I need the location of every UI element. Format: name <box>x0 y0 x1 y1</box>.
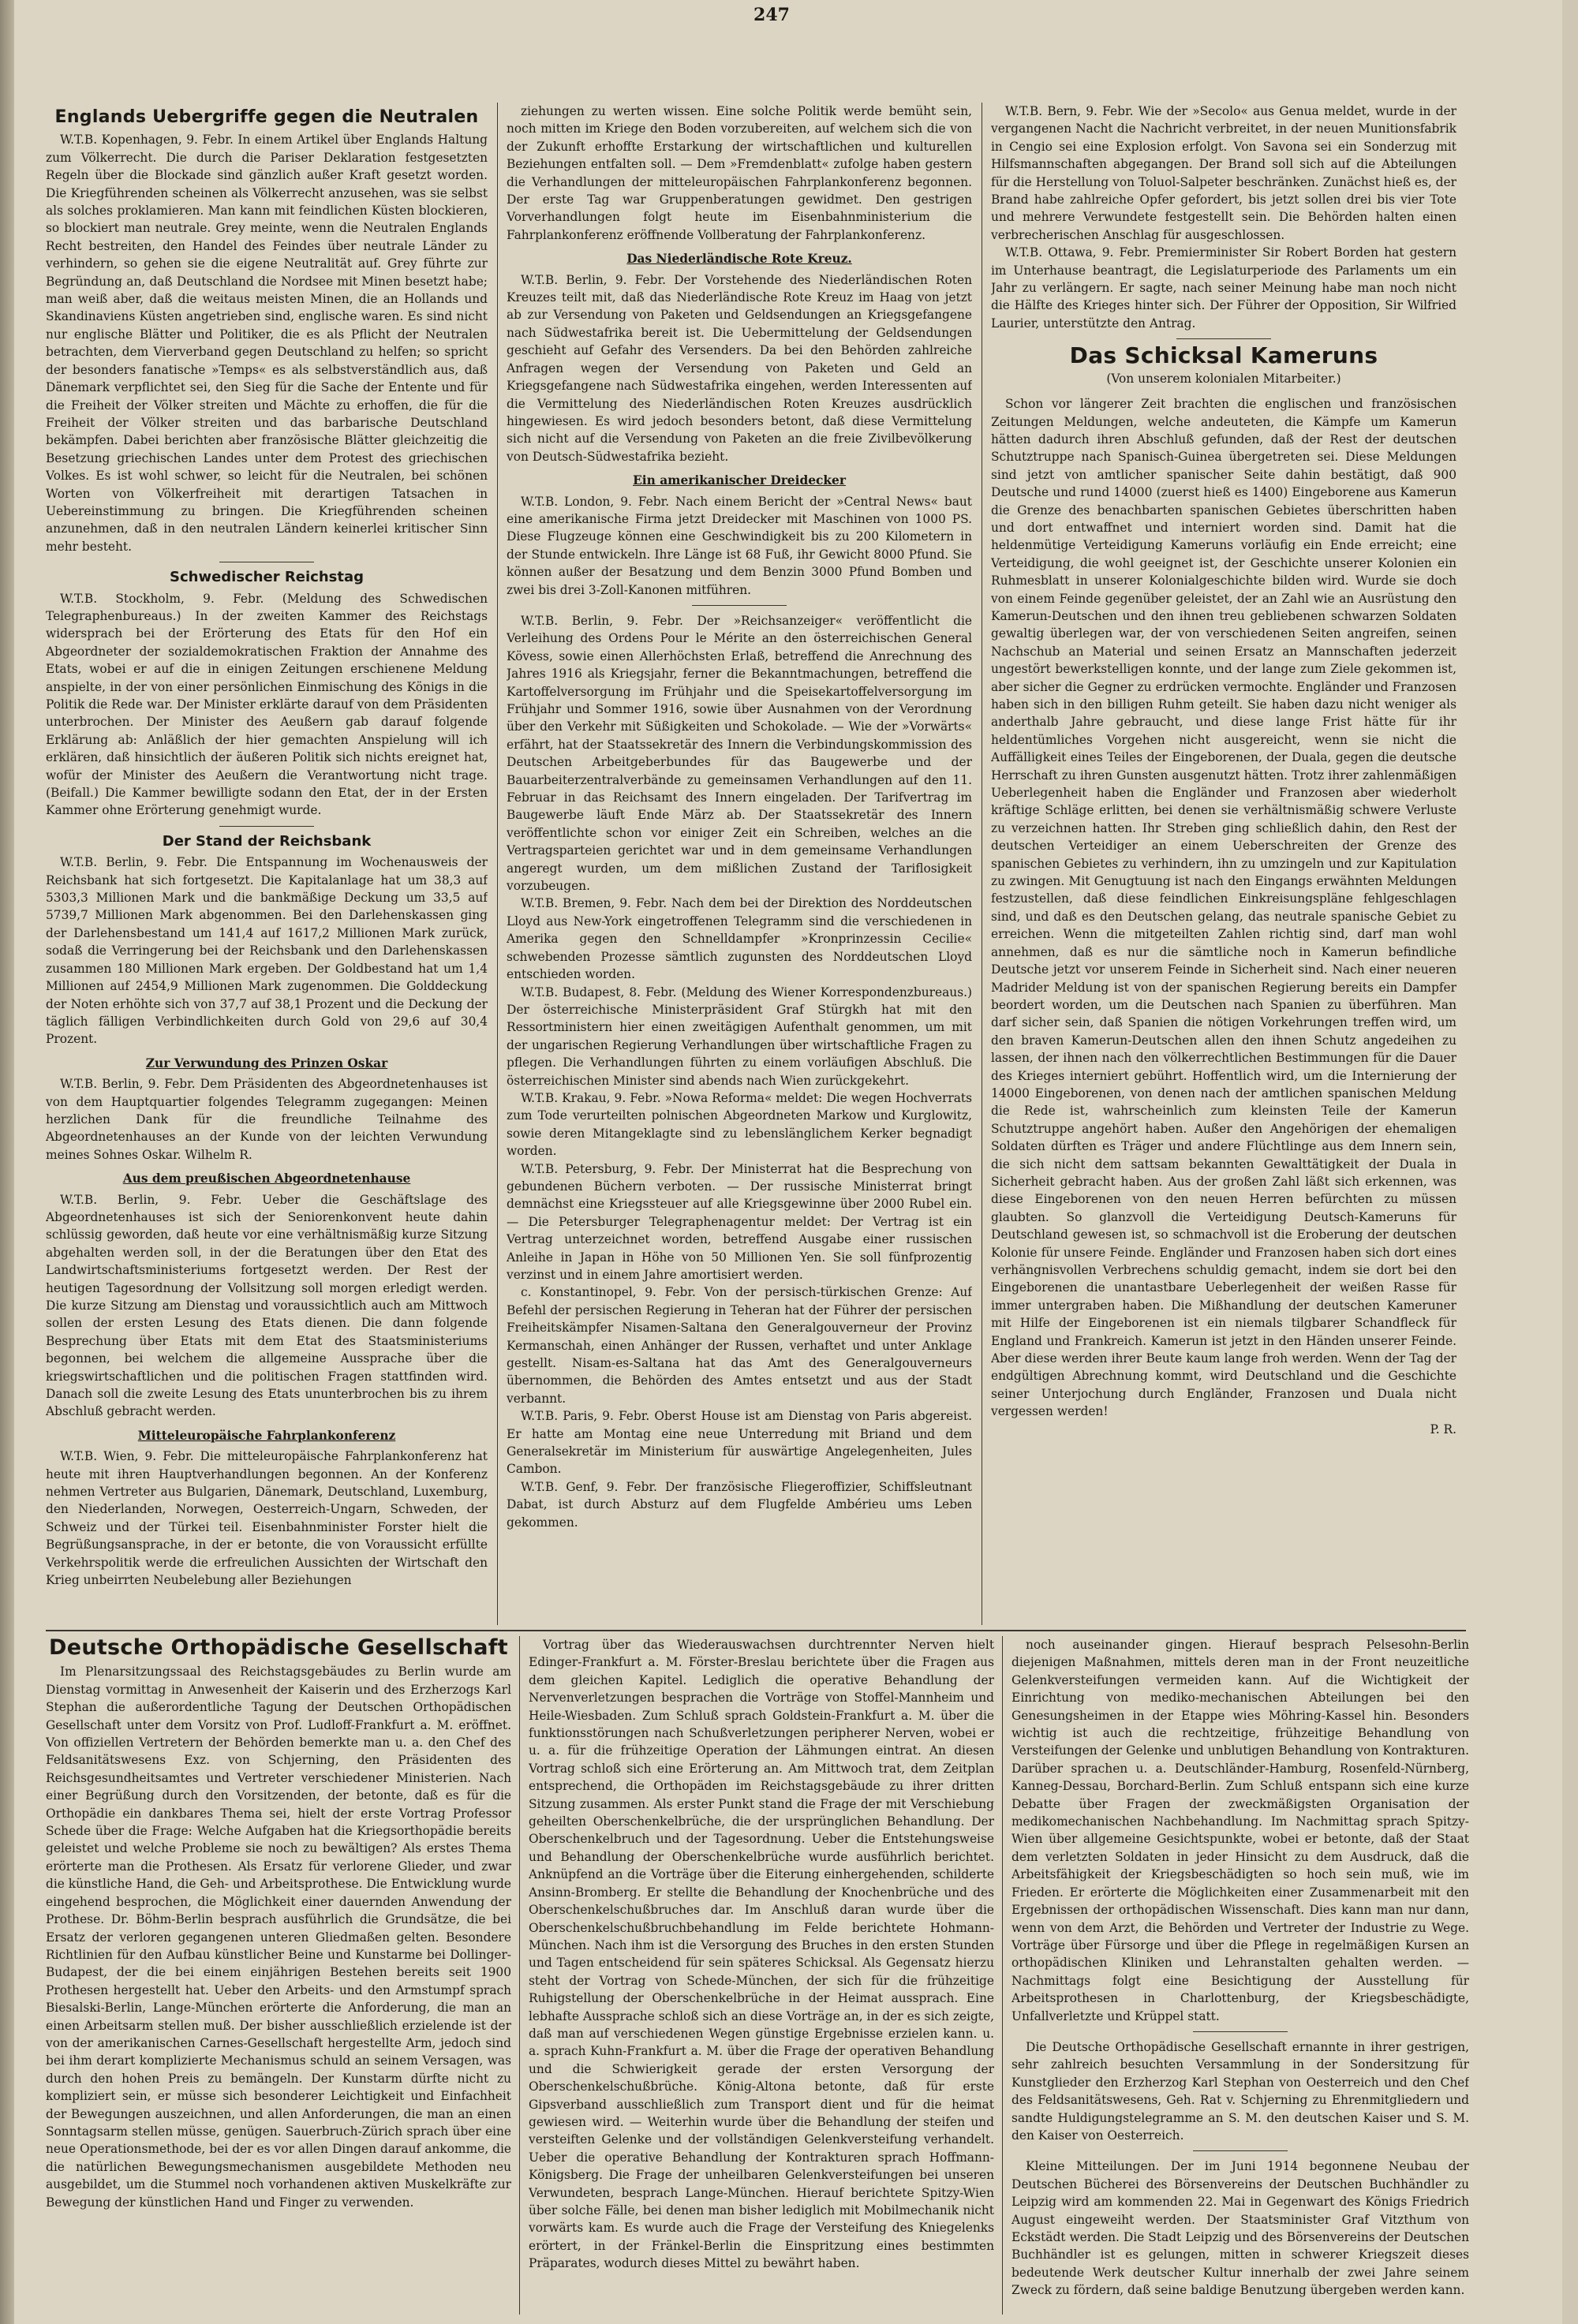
article-neutral: W.T.B. Kopenhagen, 9. Febr. In einem Artikel über Englands Haltung zum Völkerrecht. Die durch die Pariser Deklaration festgesetzten Regeln über die Blockade sind gänzlich außer Kraft gesetzt worden. Die Kriegführenden scheinen als Völkerrecht anzusehen, was sie selbst als solches proklamieren. Man kann mit feindlichen Küsten blockieren, so blockiert man neutrale. Grey meinte, wenn die Neutralen Englands Recht bestreiten, den Handel des Feindes über neutrale Länder zu verhindern, so gehen sie die eigene Neutralität auf. Grey führte zur Begründung an, daß Deutschland die Nordsee mit Minen besetzt habe; man weiß aber, daß die weitaus meisten Minen, die an Hollands und Skandinaviens Küsten angetrieben sind, englische waren. Es sind nicht nur englische Blätter und Politiker, die es als Pflicht der Neutralen betrachten, dem Vierverband gegen Deutschland zu helfen; so spricht der besonders fanatische »Temps« es als selbstverständlich aus, daß Dänemark verpflichtet sei, den Sieg für die Sache der Entente und für die Freiheit der Völker streiten und Mächte zu erhoffen, die für die Freiheit der Völker streiten und das barbarische Deutschland bekämpfen. Dabei berichten aber französische Blätter gleichzeitig die Besetzung griechischen Landes unter dem Protest des griechischen Volkes. Es ist wohl schwer, so leicht für die Neutralen, bei schönen Worten von Völkerfreiheit mit derartigen Tatsachen in Uebereinstimmung zu bringen. Die Kriegführenden scheinen anzunehmen, daß in den neutralen Ländern keinerlei kritischer Sinn mehr besteht. <box>46 133 488 554</box>
heading-kamerun: Das Schicksal Kameruns <box>1069 342 1378 369</box>
heading-reichsbank: Der Stand der Reichsbank <box>162 832 372 850</box>
article-paris: W.T.B. Paris, 9. Febr. Oberst House ist am Dienstag von Paris abgereist. Er hatte am Montag eine neue Unterredung mit Briand und dem Generalsekretär im Ministerium für auswärtige Angelegenheiten, Jules Cambon. <box>507 1409 972 1477</box>
article-bremen: W.T.B. Bremen, 9. Febr. Nach dem bei der Direktion des Norddeutschen Lloyd aus New-York eingetroffenen Telegramm sind die verschiedenen in Amerika gegen den Schnelldampfer »Kronprinzessin Cecilie« schwebenden Prozesse sämtlich zugunsten des Norddeutschen Lloyd entschieden worden. <box>507 896 972 982</box>
heading-oskar: Zur Verwundung des Prinzen Oskar <box>145 1056 388 1070</box>
column-3 <box>991 103 1456 1625</box>
article-rotkreuz: W.T.B. Berlin, 9. Febr. Der Vorstehende des Niederländischen Roten Kreuzes teilt mit, daß das Niederländische Rote Kreuz im Haag von jetzt ab zur Versendung von Paketen und Geldsendungen an Kriegsgefangene nach Südwestafrika bereit ist. Die Uebermittelung der Geldsendungen geschieht auf Gefahr des Versenders. Da bei den Behörden zahlreiche Anfragen wegen der Versendung von Paketen und Geld an Kriegsgefangene nach Südwestafrika eingehen, werden Interessenten auf die Vermittelung des Niederländischen Roten Kreuzes ausdrücklich hingewiesen. Es wird jedoch besonders betont, daß diese Vermittelung sich nicht auf die Versendung von Paketen an die freie Zivilbevölkerung von Deutsch-Südwestafrika bezieht. <box>507 272 972 464</box>
article-budapest: W.T.B. Budapest, 8. Febr. (Meldung des Wiener Korrespondenzbureaus.) Der österreichische Ministerpräsident Graf Stürgkh hat mit den Ressortministern hier einen zweitägigen Aufenthalt genommen, um mit der ungarischen Regierung Verhandlungen über wirtschaftliche Fragen zu pflegen. Die Verhandlungen führten zu einem vorläufigen Abschluß. Die österreichischen Minister sind abends nach Wien zurückgekehrt. <box>507 985 972 1088</box>
article-ottawa: W.T.B. Ottawa, 9. Febr. Premierminister Sir Robert Borden hat gestern im Unterhause beantragt, die Legislaturperiode des Parlaments um ein Jahr zu verlängern. Er sagte, nach seiner Meinung habe man noch nicht die Hälfte des Krieges hinter sich. Der Führer der Opposition, Sir Wilfried Laurier, unterstützte den Antrag. <box>991 245 1456 331</box>
page-number: 247 <box>753 5 790 25</box>
article-fahrplan-cont: ziehungen zu werten wissen. Eine solche Politik werde bemüht sein, noch mitten im Kriege den Boden vorzubereiten, auf welchem sich die von der Zukunft erhoffte Erstarkung der wirtschaftlichen und kulturellen Beziehungen entfalten soll. — Dem »Fremdenblatt« zufolge haben gestern die Verhandlungen der mitteleuropäischen Fahrplankonferenz begonnen. Der erste Tag war Gruppenberatungen gewidmet. Den gestrigen Vorverhandlungen folgt heute im Eisenbahnministerium die Fahrplankonferenz eröffnende Vollberatung der Fahrplankonferenz. <box>507 104 972 242</box>
column-rule <box>1002 1636 1003 2315</box>
divider <box>1193 2150 1288 2151</box>
article-kamerun: Schon vor längerer Zeit brachten die englischen und französischen Zeitungen Meldungen, welche andeuteten, die Kämpfe um Kamerun hätten dadurch ihren Abschluß gefunden, daß der Rest der deutschen Schutztruppe nach Spanisch-Guinea übergetreten sei. Diese Meldungen sind jetzt von amtlicher spanischer Seite dahin bestätigt, daß 900 Deutsche und rund 14000 (zuerst hieß es 1400) Eingeborene aus Kamerun die Grenze des benachbarten spanischen Gebietes überschritten haben und dort entwaffnet und interniert worden sind. Damit hat die heldenmütige Verteidigung Kameruns vorläufig ein Ende erreicht; eine Verteidigung, die wohl geeignet ist, der Geschichte unserer Kolonien ein Ruhmesblatt in unserer Kolonialgeschichte bilden wird. Wurde sie doch von einem Feinde gegenüber geleistet, der an Zahl wie an Ausrüstung den Kamerun-Deutschen und den ihnen treu gebliebenen schwarzen Soldaten gewaltig überlegen war, der von verschiedenen Seiten angreifen, seinen Nachschub an Material und seinen Ersatz an Mannschaften jederzeit ungestört bewerkstelligen konnte, und der lange zum Ziele gekommen ist, aber sicher die Gegner zu erdrücken vermochte. Engländer und Franzosen haben sich in den billigen Ruhm geteilt. Sie haben dazu nicht weniger als anderthalb Jahre gebraucht, und diese lange Frist hätte für ihr heldentümliches Vorgehen nicht ausgereicht, wenn sie nicht die Auffälligkeit eines Teiles der Eingeborenen, der Duala, gegen die deutsche Herrschaft zu ihren Gunsten ausgenutzt hätten. Trotz ihrer zahlenmäßigen Ueberlegenheit haben die Engländer und Franzosen aber wiederholt kräftige Schläge erlitten, bei denen sie verhältnismäßig schwere Verluste zu verzeichnen hatten. Ihr Streben ging schließlich dahin, den Rest der deutschen Verteidiger an einem Ueberschreiten der Grenze des spanischen Gebietes zu verhindern, ihn zu umzingeln und zur Kapitulation zu zwingen. Mit Genugtuung ist nach den Eingangs erwähnten Meldungen festzustellen, daß diese feindlichen Einkreisungspläne fehlgeschlagen sind, und daß es den Deutschen gelang, das neutrale spanische Gebiet zu erreichen. Wenn die mitgeteilten Zahlen richtig sind, darf man wohl annehmen, daß es nur die sämtliche noch in Kamerun befindliche Deutsche jetzt vor unserem Feinde in Sicherheit sind. Nach einer neueren Madrider Meldung ist von der spanischen Regierung bereits ein Dampfer beordert worden, um die Deutschen nach Spanien zu überführen. Man darf sicher sein, daß Spanien die nötigen Vorkehrungen treffen wird, um den braven Kamerun-Deutschen allen den ihnen Schutz angedeihen zu lassen, der ihnen nach den völkerrechtlichen Bestimmungen für die Dauer des Krieges interniert gebührt. Hoffentlich wird, um die Internierung der 14000 Eingeborenen, von denen nach der amtlichen spanischen Meldung die Rede ist, wahrscheinlich zum kleinsten Teile der Kamerun Schutztruppe angehört haben. Außer den Angehörigen der ehemaligen Soldaten dürften es Träger und andere Flüchtlinge aus dem Innern sein, die sich nicht dem sattsam bekannten Gewalttätigkeit der Duala in Sicherheit gebracht haben. Aus der großen Zahl läßt sich erkennen, was diese Eingeborenen von den neuen Herren befürchten zu müssen glaubten. So glanzvoll die Verteidigung Deutsch-Kameruns für Deutschland gewesen ist, so schmachvoll ist die Eroberung der deutschen Kolonie für unsere Feinde. Engländer und Franzosen haben sich dort eines verhängnisvollen Verbrechens schuldig gemacht, indem sie dort bei den Eingeborenen die unantastbare Ueberlegenheit der weißen Rasse für immer untergraben haben. Die Mißhandlung der deutschen Kameruner mit Hilfe der Eingeborenen ist ein niemals tilgbarer Schandfleck für England und Frankreich. Kamerun ist jetzt in den Händen unserer Feinde. Aber diese werden ihrer Beute kaum lange froh werden. Wenn der Tag der endgültigen Abrechnung kommt, wird Deutschland und die Geschichte seiner Unterjochung durch Engländer, Franzosen und Duala nicht vergessen werden! <box>991 397 1456 1419</box>
bottom-column-1 <box>46 1636 511 2315</box>
column-rule <box>519 1636 520 2315</box>
article-konstantinopel: c. Konstantinopel, 9. Febr. Von der persisch-türkischen Grenze: Auf Befehl der persischen Regierung in Teheran hat der Führer der persischen Freiheitskämpfer Nisamen-Saltana den Generalgouverneur der Provinz Kermanschah, einen Anhänger der Russen, verhaftet und unter Anklage gestellt. Nisam-es-Saltana hat das Amt des Generalgouverneurs übernommen, die Behörden des Amtes entsetzt und aus der Stadt verbannt. <box>507 1285 972 1406</box>
heading-abgeordnetenhaus: Aus dem preußischen Abgeordnetenhause <box>122 1171 411 1186</box>
bottom-column-3 <box>1011 1636 1469 2315</box>
binding-gutter <box>0 0 14 2324</box>
article-oskar: W.T.B. Berlin, 9. Febr. Dem Präsidenten des Abgeordnetenhauses ist von dem Hauptquartier folgendes Telegramm zugegangen: Meinen herzlichen Dank für die freundliche Teilnahme des Abgeordnetenhauses an der Kunde von der leichten Verwundung meines Sohnes Oskar. Wilhelm R. <box>46 1077 488 1162</box>
article-fahrplan: W.T.B. Wien, 9. Febr. Die mitteleuropäische Fahrplankonferenz hat heute mit ihren Hauptverhandlungen begonnen. An der Konferenz nehmen Vertreter aus Bulgarien, Dänemark, Deutschland, Luxemburg, den Niederlanden, Norwegen, Oesterreich-Ungarn, Schweden, der Schweiz und der Türkei teil. Eisenbahnminister Forster hielt die Begrüßungsansprache, in der er betonte, die von Voraussicht erfüllte Verkehrspolitik werde die erfreulichen Aussichten der Wirtschaft den Krieg unbeirrten Neubelebung aller Beziehungen <box>46 1449 488 1588</box>
column-1 <box>46 103 488 1625</box>
column-2 <box>507 103 972 1625</box>
article-petersburg: W.T.B. Petersburg, 9. Febr. Der Ministerrat hat die Besprechung von gebundenen Büchern verboten. — Der russische Ministerrat bringt demnächst eine Kriegssteuer auf alle Kriegsgewinne über 2000 Rubel ein. — Die Petersburger Telegraphenagentur meldet: Der Vertrag ist ein Vertrag unterzeichnet worden, betreffend Ausgabe einer russischen Anleihe in Japan in Höhe von 50 Millionen Yen. Sie soll fünfprozentig verzinst und in einem Jahre amortisiert werden. <box>507 1161 972 1282</box>
bottom-column-2 <box>529 1636 994 2315</box>
article-reichstag: W.T.B. Stockholm, 9. Febr. (Meldung des Schwedischen Telegraphenbureaus.) In der zweiten Kammer des Reichstags widersprach bei der Erörterung des Etats für den Hof ein Abgeordneter der sozialdemokratischen Fraktion der Annahme des Etats, wobei er auf die in einigen Zeitungen erschienene Meldung anspielte, in der von einer persönlichen Einmischung des Königs in die Politik die Rede war. Der Minister erklärte darauf von dem Präsidenten unterbrochen. Der Minister des Aeußern gab darauf folgende Erklärung ab: Anläßlich der hier gemachten Anspielung will ich erklären, daß hinsichtlich der äußeren Politik sich nichts ereignet hat, wofür der Minister des Aeußern die Verantwortung nicht trage. (Beifall.) Die Kammer bewilligte sodann den Etat, der in der Ersten Kammer ohne Erörterung genehmigt wurde. <box>46 591 488 818</box>
divider <box>692 605 787 606</box>
article-abgeordnetenhaus: W.T.B. Berlin, 9. Febr. Ueber die Geschäftslage des Abgeordnetenhauses ist sich der Seniorenkonvent heute dahin schlüssig geworden, daß heute vor eine verhältnismäßig kurze Sitzung abgehalten werden soll, in der die Beratungen über den Etat des Landwirtschaftsministeriums fortgesetzt werden. Der Rest der heutigen Tagesordnung der Vollsitzung soll morgen erledigt werden. Die kurze Sitzung am Dienstag und voraussichtlich auch am Mittwoch sollen der ersten Lesung des Etats dienen. Die dann folgende Besprechung über Etats mit dem Etat des Staatsministeriums begonnen, bei welchem die allgemeine Aussprache über die kriegswirtschaftlichen und die politischen Fragen stattfinden wird. Danach soll die zweite Lesung des Etats ununterbrochen bis zu ihrem Abschluß gebracht werden. <box>46 1192 488 1419</box>
article-krakau: W.T.B. Krakau, 9. Febr. »Nowa Reforma« meldet: Die wegen Hochverrats zum Tode verurteilten polnischen Abgeordneten Markow und Kurglowitz, sowie deren Mitangeklagte sind zu lebenslänglichem Kerker begnadigt worden. <box>507 1090 972 1159</box>
article-bern: W.T.B. Bern, 9. Febr. Wie der »Secolo« aus Genua meldet, wurde in der vergangenen Nacht die Nachricht verbreitet, in der neuen Munitionsfabrik in Cengio sei eine Explosion erfolgt. Von Savona sei ein Sonderzug mit Hilfsmannschaften abgegangen. Der Brand soll sich auf die Abteilungen für die Herstellung von Toluol-Salpeter beschränken. Zunächst hieß es, der Brand habe zahlreiche Opfer gefordert, bis jetzt sollen drei bis vier Tote und mehrere Verwundete festgestellt sein. Die Behörden halten einen verbrecherischen Anschlag für ausgeschlossen. <box>991 104 1456 242</box>
article-genf: W.T.B. Genf, 9. Febr. Der französische Fliegeroffizier, Schiffsleutnant Dabat, ist durch Absturz auf dem Flugfelde Ambérieu ums Leben gekommen. <box>507 1479 972 1530</box>
divider <box>1193 2031 1288 2032</box>
subheading-kamerun: (Von unserem kolonialen Mitarbeiter.) <box>1106 371 1341 386</box>
signature-kamerun: P. R. <box>1430 1422 1456 1437</box>
article-ortho-part3: noch auseinander gingen. Hierauf besprach Pelsesohn-Berlin diejenigen Maßnahmen, mittels deren man in der Front neuzeitliche Gelenkversteifungen vermeiden kann. Auf die Wichtigkeit der Einrichtung von mediko-mechanischen Abteilungen bei den Genesungsheimen in der Etappe wies Möhring-Kassel hin. Besonders wichtig ist auch die rechtzeitige, frühzeitige Behandlung von Versteifungen der Gelenke und unblutigen Behandlung von Kontrakturen. Darüber sprachen u. a. Deutschländer-Hamburg, Rosenfeld-Nürnberg, Kanneg-Dessau, Borchard-Berlin. Zum Schluß entspann sich eine kurze Debatte über Fragen der zweckmäßigsten Organisation der medikomechanischen Nachbehandlung. Im Nachmittag sprach Spitzy-Wien über allgemeine Gesichtspunkte, wobei er betonte, daß der Staat dem verletzten Soldaten in jeder Hinsicht zu dem Ausdruck, daß die Arbeitsfähigkeit der Kriegsbeschädigten so hoch sein muß, wie im Frieden. Er erörterte die Möglichkeiten einer Zusammenarbeit mit den Ergebnissen der orthopädischen Wissenschaft. Dies kann man nur dann, wenn von dem Arzt, die Behörden und Vertreter der Industrie zu Wege. Vorträge über Fürsorge und über die Pflege in regelmäßigen Kursen an orthopädischen Kliniken und Lehranstalten gehalten werden. — Nachmittags folgt eine Besichtigung der Ausstellung für Arbeitsprothesen in Charlottenburg, der Kriegsbeschädigte, Unfallverletzte und Krüppel statt. <box>1011 1638 1469 2023</box>
column-rule <box>497 103 498 1625</box>
divider <box>1176 338 1271 339</box>
article-ortho-part2: Vortrag über das Wiederauswachsen durchtrennter Nerven hielt Edinger-Frankfurt a. M. Förster-Breslau berichtete über die Fragen aus dem gleichen Kapitel. Lediglich die operative Behandlung der Nervenverletzungen besprachen die Vorträge von Stoffel-Mannheim und Heile-Wiesbaden. Zum Schluß sprach Goldstein-Frankfurt a. M. über die funktionsstörungen nach Schußverletzungen peripherer Nerven, wobei er u. a. für die frühzeitige Operation der Lähmungen eintrat. An diesen Vortrag schloß sich eine Erörterung an. Am Mittwoch trat, dem Zeitplan entsprechend, die Orthopäden im Reichstagsgebäude zu ihrer dritten Sitzung zusammen. Als erster Punkt stand die Frage der mit Verschiebung geheilten Oberschenkelbrüche, die der ursprünglichen Behandlung. Der Oberschenkelbruch und der Tagesordnung. Ueber die Entstehungsweise und Behandlung der Oberschenkelbrüche wurde ausführlich berichtet. Anknüpfend an die Vorträge über die Eiterung einhergehenden, schilderte Ansinn-Bromberg. Er stellte die Behandlung der Knochenbrüche und des Oberschenkelschußbruches dar. Im Anschluß daran wurde über die Oberschenkelschußbruchbehandlung im Felde berichtete Hohmann-München. Nach ihm ist die Versorgung des Bruches in den ersten Stunden und Tagen entscheidend für sein späteres Schicksal. Als Gegensatz hierzu steht der Vortrag von Schede-München, der sich für die frühzeitige Ruhigstellung der Oberschenkelbrüche in der Heimat aussprach. Eine lebhafte Aussprache schloß sich an diese Vorträge an, in der es sich zeigte, daß man auf verschiedenen Wegen günstige Ergebnisse erzielen kann. u. a. sprach Kuhn-Frankfurt a. M. über die Frage der operativen Behandlung und die Schwierigkeit gerade der ersten Versorgung der Oberschenkelschußbrüche. König-Altona betonte, daß für erste Gipsverband ausschließlich zum Transport dient und für die heimat gewiesen wird. — Weiterhin wurde über die Behandlung der steifen und versteiften Gelenke und der vollständigen Gelenkversteifung verhandelt. Ueber die operative Behandlung der Kontrakturen sprach Hoffmann-Königsberg. Die Frage der unheilbaren Gelenkversteifungen bei unseren Verwundeten, besprach Lange-München. Hierauf berichtete Spitzy-Wien über solche Fälle, bei denen man bisher lediglich mit Mobilmechanik nicht vorwärts kam. Es wurde auch die Frage der Versteifung des Kniegelenks erörtert, in der Fränkel-Berlin die Einspritzung eines bestimmten Präparates, wodurch dieses Mittel zu bewährt haben. <box>529 1638 994 2271</box>
article-reichsbank: W.T.B. Berlin, 9. Febr. Die Entspannung im Wochenausweis der Reichsbank hat sich fortgesetzt. Die Kapitalanlage hat um 38,3 auf 5303,3 Millionen Mark und die bankmäßige Deckung um 33,5 auf 5739,7 Millionen Mark abgenommen. Bei den Darlehenskassen ging der Darlehensbestand um 141,4 auf 1617,2 Millionen Mark zurück, sodaß die Verringerung bei der Reichsbank und den Darlehenskassen zusammen 180 Millionen Mark ergeben. Der Goldbestand hat um 1,4 Millionen auf 2454,9 Millionen Mark zugenommen. Die Golddeckung der Noten erhöhte sich von 37,7 auf 38,1 Prozent und die Deckung der täglich fälligen Verbindlichkeiten durch Gold von 29,6 auf 30,4 Prozent. <box>46 855 488 1047</box>
article-ortho-ehren: Die Deutsche Orthopädische Gesellschaft ernannte in ihrer gestrigen, sehr zahlreich besuchten Versammlung in der Sondersitzung für Kunstglieder den Erzherzog Karl Stephan von Oesterreich und den Chef des Feldsanitätswesens, Geh. Rat v. Schjerning zu Ehrenmitgliedern und sandte Huldigungstelegramme an S. M. den deutschen Kaiser und S. M. den Kaiser von Oesterreich. <box>1011 2039 1469 2143</box>
article-kleine-mitteilungen: Kleine Mitteilungen. Der im Juni 1914 begonnene Neubau der Deutschen Bücherei des Börsenvereins der Deutschen Buchhändler zu Leipzig wird am kommenden 22. Mai in Gegenwart des Königs Friedrich August eingeweiht werden. Der Staatsminister Graf Vitzthum von Eckstädt werden. Die Stadt Leipzig und des Börsenvereins der Deutschen Buchhändler ist es gelungen, mitten in schwerer Kriegszeit dieses bedeutende Werk deutscher Kultur innerhalb der zwei Jahre seinem Zweck zu fördern, daß seine baldige Benutzung übergeben werden kann. <box>1011 2159 1469 2298</box>
newspaper-page <box>14 0 1562 2324</box>
heading-dreidecker: Ein amerikanischer Dreidecker <box>633 473 846 488</box>
heading-reichstag: Schwedischer Reichstag <box>170 569 364 586</box>
heading-rotkreuz: Das Niederländische Rote Kreuz. <box>626 252 852 267</box>
divider <box>219 826 314 827</box>
section-rule <box>46 1630 1466 1631</box>
heading-neutral: Englands Uebergriffe gegen die Neutralen <box>54 107 479 127</box>
heading-fahrplan: Mitteleuropäische Fahrplankonferenz <box>137 1428 396 1443</box>
article-orden: W.T.B. Berlin, 9. Febr. Der »Reichsanzeiger« veröffentlicht die Verleihung des Ordens Pour le Mérite an den österreichischen General Kövess, sowie einen Allerhöchsten Erlaß, betreffend die Anrechnung des Jahres 1916 als Kriegsjahr, ferner die Bekanntmachungen, betreffend die Kartoffelversorgung im Frühjahr und die Speisekartoffelversorgung im Frühjahr und Sommer 1916, sowie über Ausnahmen von der Verordnung über den Verkehr mit Süßigkeiten und Schokolade. — Wie der »Vorwärts« erfährt, hat der Staatssekretär des Innern die Verbindungskommission des Deutschen Arbeitgeberbundes für das Baugewerbe und der Bauarbeiterzentralverbände zu gemeinsamen Verhandlungen auf den 11. Februar in das Reichsamt des Innern eingeladen. Der Tarifvertrag im Baugewerbe läuft Ende März ab. Der Staatssekretär des Innern veröffentlichte schon vor einiger Zeit ein Schreiben, welches an die Vertragsparteien gerichtet war und in dem gemeinsame Verhandlungen angeregt wurden, um dem mißlichen Zustand der Tariflosigkeit vorzubeugen. <box>507 613 972 894</box>
article-dreidecker: W.T.B. London, 9. Febr. Nach einem Bericht der »Central News« baut eine amerikanische Firma jetzt Dreidecker mit Maschinen von 1000 PS. Diese Flugzeuge können eine Geschwindigkeit bis zu 200 Kilometern in der Stunde entwickeln. Ihre Länge ist 68 Fuß, ihr Gewicht 8000 Pfund. Sie können außer der Besatzung und dem Benzin 3000 Pfund Bomben und zwei bis drei 3-Zoll-Kanonen mitführen. <box>507 494 972 597</box>
heading-ortho: Deutsche Orthopädische Gesellschaft <box>49 1636 508 1660</box>
article-ortho-part1: Im Plenarsitzungssaal des Reichstagsgebäudes zu Berlin wurde am Dienstag vormittag in Anwesenheit der Kaiserin und des Erzherzogs Karl Stephan die außerordentliche Tagung der Deutschen Orthopädischen Gesellschaft unter dem Vorsitz von Prof. Ludloff-Frankfurt a. M. eröffnet. Von offiziellen Vertretern der Behörden bemerkte man u. a. den Chef des Feldsanitätswesens Exz. von Schjerning, den Präsidenten des Reichsgesundheitsamtes und Vertreter verschiedener Ministerien. Nach einer Begrüßung durch den Vorsitzenden, der betonte, daß es für die Orthopädie ein dankbares Thema sei, hielt der erste Vortrag Professor Schede über die Frage: Welche Aufgaben hat die Kriegsorthopädie bereits geleistet und welche Probleme sie noch zu bewältigen? Als erstes Thema erörterte man die Prothesen. Als Ersatz für verlorene Glieder, und zwar die künstliche Hand, die Geh- und Arbeitsprothese. Die Entwicklung wurde eingehend besprochen, die Möglichkeit einer dauernden Anwendung der Prothese. Dr. Böhm-Berlin besprach ausführlich die Grundsätze, die bei Ersatz der verloren gegangenen unteren Gliedmaßen gelten. Besondere Richtlinien für den Aufbau künstlicher Beine und Kunstarme bei Dollinger-Budapest, der die bei einem einjährigen Bestehen bereits seit 1900 Prothesen hergestellt hat. Ueber den Arbeits- und den Armstumpf sprach Biesalski-Berlin, Lange-München erörterte die Anforderung, die man an einen Arbeitsarm stellen muß. Der bisher ausschließlich erzielende ist der von der amerikanischen Carnes-Gesellschaft hergestellte Arm, jedoch sind bei ihm derart komplizierte Mechanismus schuld an seinem Versagen, was durch den hohen Preis zu bemängeln. Der Kunstarm dürfte nicht zu kompliziert sein, er müsse sich besonderer Leichtigkeit und Einfachheit der Bewegungen auszeichnen, und allen Anforderungen, die man an einen Sonntagsarm stellen müsse, genügen. Sauerbruch-Zürich sprach über eine neue Operationsmethode, bei der es vor allen Dingen darauf ankomme, die die natürlichen Bewegungsmechanismen ausgebildete Methoden neu ausgebildet, um die Stummel noch vorhandenen aktiven Muskelkräfte zur Bewegung der künstlichen Hand und Finger zu verwenden. <box>46 1665 511 2210</box>
